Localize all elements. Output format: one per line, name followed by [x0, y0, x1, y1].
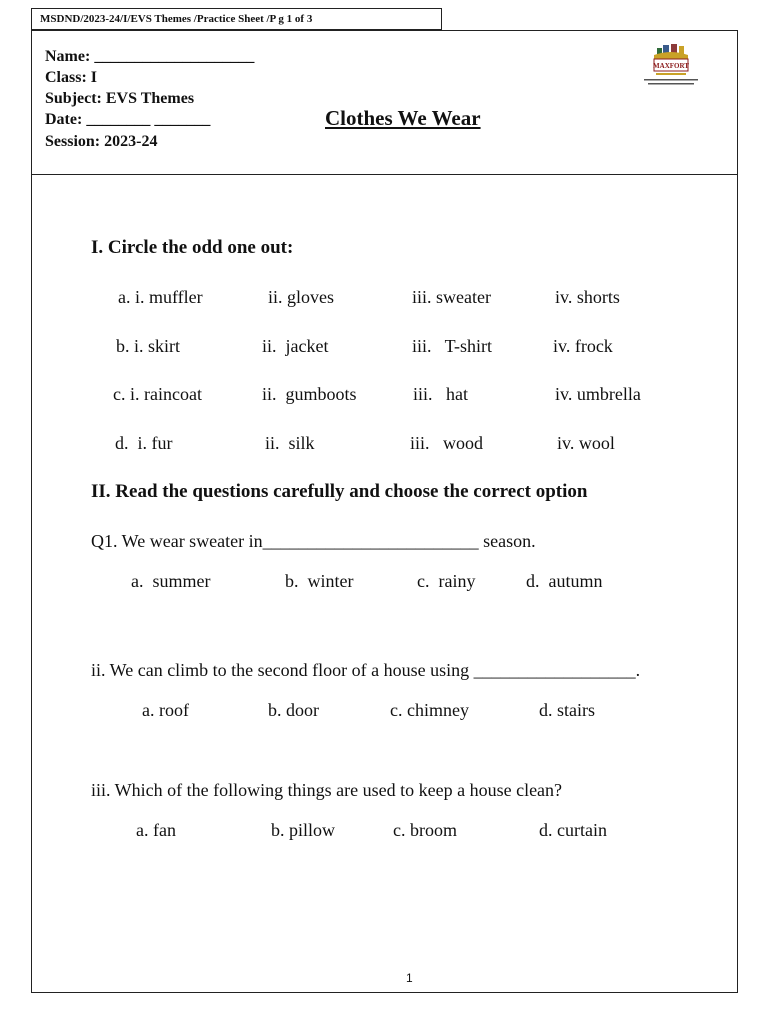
option: iv. frock [553, 336, 613, 356]
option: b. door [268, 700, 319, 720]
option: iv. umbrella [555, 384, 641, 404]
option: a. summer [131, 571, 211, 591]
option: a. fan [136, 820, 176, 840]
option: ii. silk [265, 433, 315, 453]
option: iii. wood [410, 433, 484, 453]
page-frame [31, 30, 738, 993]
option: c. i. raincoat [113, 384, 202, 404]
option: b. pillow [271, 820, 336, 840]
option: iv. wool [557, 433, 615, 453]
question-2: ii. We can climb to the second floor of a house using __________________. [91, 660, 641, 680]
option: ii. gumboots [262, 384, 357, 404]
page-title: Clothes We Wear [325, 106, 481, 130]
school-crest-icon [654, 44, 688, 59]
worksheet-header [32, 31, 737, 175]
option: c. rainy [417, 571, 476, 591]
section-2-heading: II. Read the questions carefully and choose the correct option [91, 481, 588, 502]
name-field: Name: ____________________ [45, 48, 255, 65]
option: b. winter [285, 571, 354, 591]
option: ii. jacket [262, 336, 329, 356]
option: iv. shorts [555, 287, 620, 307]
option: c. chimney [390, 700, 469, 720]
logo-wordmark: MAXFORT [653, 62, 689, 70]
option: iii. T-shirt [412, 336, 493, 356]
option: ii. gloves [268, 287, 334, 307]
option: a. roof [142, 700, 189, 720]
school-logo [640, 43, 702, 89]
page-number: 1 [406, 971, 413, 985]
section-1-heading: I. Circle the odd one out: [91, 237, 294, 258]
option: d. stairs [539, 700, 595, 720]
option: d. autumn [526, 571, 603, 591]
option: b. i. skirt [116, 336, 181, 356]
option: iii. hat [413, 384, 468, 404]
date-field: Date: ________ _______ [45, 111, 211, 128]
option: d. i. fur [115, 433, 173, 453]
option: a. i. muffler [118, 287, 203, 307]
document-code: MSDND/2023-24/I/EVS Themes /Practice Sheet /P g 1 of 3 [31, 8, 442, 30]
subject-label: Subject: EVS Themes [45, 90, 195, 107]
option: c. broom [393, 820, 457, 840]
option: iii. sweater [412, 287, 491, 307]
session-label: Session: 2023-24 [45, 133, 158, 150]
option: d. curtain [539, 820, 607, 840]
question-3: iii. Which of the following things are used to keep a house clean? [91, 780, 563, 800]
class-label: Class: I [45, 69, 98, 86]
question-1: Q1. We wear sweater in________________________ season. [91, 531, 536, 551]
